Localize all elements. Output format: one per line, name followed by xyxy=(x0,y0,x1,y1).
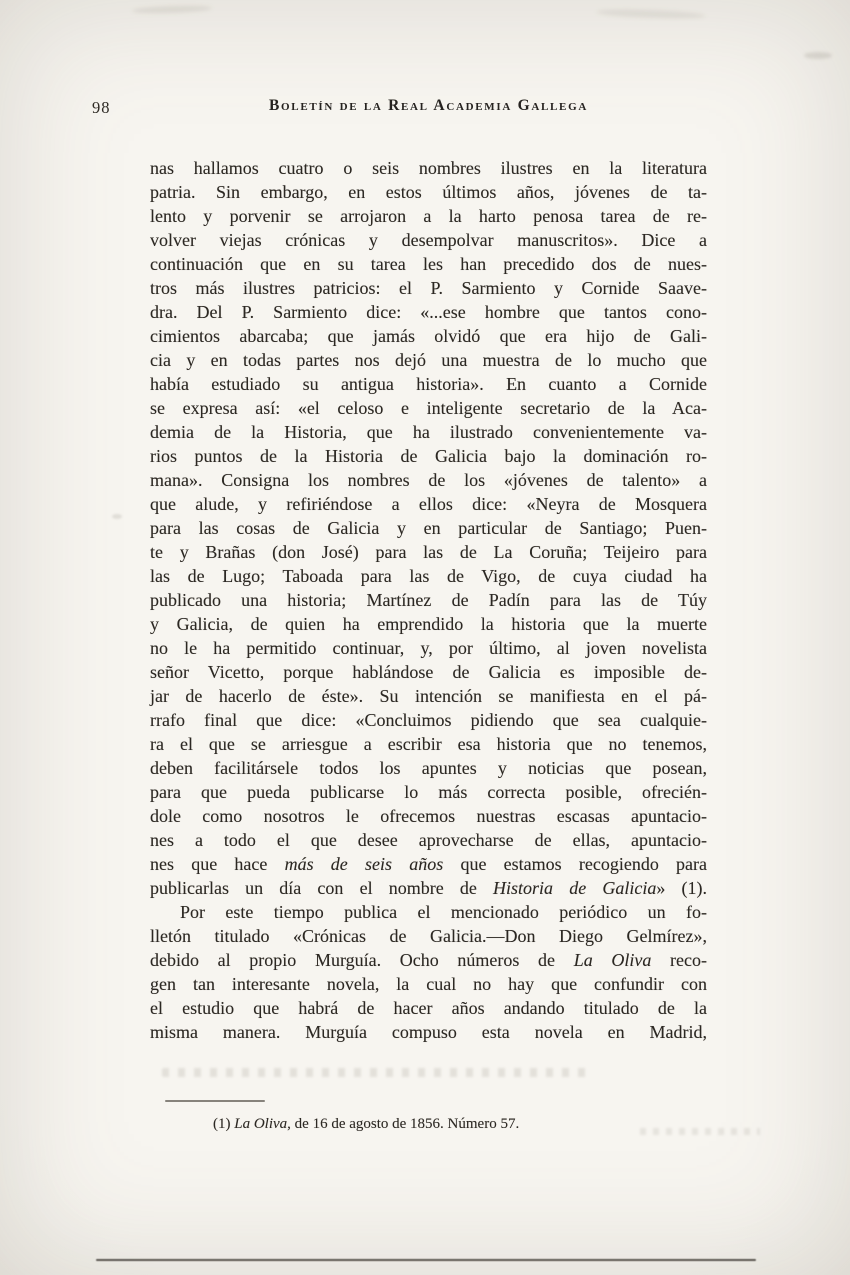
text-line: para que pueda publicarse lo más correcta posible, ofrecién- xyxy=(150,782,707,802)
text-line: nes que hace más de seis años que estamos recogiendo para xyxy=(150,854,707,874)
text-line: tros más ilustres patricios: el P. Sarmiento y Cornide Saave- xyxy=(150,278,707,298)
text-line: lento y porvenir se arrojaron a la harto penosa tarea de re- xyxy=(150,206,707,226)
text-line: señor Vicetto, porque hablándose de Galicia es imposible de- xyxy=(150,662,707,682)
text-line: las de Lugo; Taboada para las de Vigo, de cuya ciudad ha xyxy=(150,566,707,586)
running-header xyxy=(92,97,707,117)
text-line: gen tan interesante novela, la cual no hay que confundir con xyxy=(150,974,707,994)
text-line: dole como nosotros le ofrecemos nuestras escasas apuntacio- xyxy=(150,806,707,826)
text-line: Por este tiempo publica el mencionado periódico un fo- xyxy=(180,902,707,922)
scan-noise xyxy=(804,52,832,59)
footnote xyxy=(213,1114,519,1134)
text-line: lletón titulado «Crónicas de Galicia.—Don Diego Gelmírez», xyxy=(150,926,707,946)
text-line: había estudiado su antigua historia». En cuanto a Cornide xyxy=(150,374,707,394)
page-number: 98 xyxy=(92,98,111,117)
footnote-rule xyxy=(165,1100,265,1102)
text-line: volver viejas crónicas y desempolvar manuscritos». Dice a xyxy=(150,230,707,250)
text-line: misma manera. Murguía compuso esta novela en Madrid, xyxy=(150,1022,707,1042)
text-line: nas hallamos cuatro o seis nombres ilustres en la literatura xyxy=(150,158,707,178)
text-line: no le ha permitido continuar, y, por último, al joven novelista xyxy=(150,638,707,658)
paragraph-continuation xyxy=(150,156,707,900)
text-line: (1) La Oliva, de 16 de agosto de 1856. Número 57. xyxy=(213,1116,520,1132)
scan-edge-line xyxy=(96,1259,756,1261)
text-column xyxy=(150,156,707,1044)
text-line: dra. Del P. Sarmiento dice: «...ese hombre que tantos cono- xyxy=(150,302,707,322)
text-line: rrafo final que dice: «Concluimos pidiendo que sea cualquie- xyxy=(150,710,707,730)
text-line: nes a todo el que desee aprovecharse de ellas, apuntacio- xyxy=(150,830,707,850)
text-line: publicado una historia; Martínez de Padín para las de Túy xyxy=(150,590,707,610)
text-line: te y Brañas (don José) para las de La Coruña; Teijeiro para xyxy=(150,542,707,562)
text-line: y Galicia, de quien ha emprendido la historia que la muerte xyxy=(150,614,707,634)
text-line: publicarlas un día con el nombre de Historia de Galicia» (1). xyxy=(150,878,707,898)
bleed-through-noise xyxy=(162,1068,592,1077)
text-line: para las cosas de Galicia y en particular de Santiago; Puen- xyxy=(150,518,707,538)
text-line: patria. Sin embargo, en estos últimos años, jóvenes de ta- xyxy=(150,182,707,202)
text-line: continuación que en su tarea les han precedido dos de nues- xyxy=(150,254,707,274)
text-line: se expresa así: «el celoso e inteligente secretario de la Aca- xyxy=(150,398,707,418)
journal-title: Boletín de la Real Academia Gallega xyxy=(268,97,588,114)
text-line: demia de la Historia, que ha ilustrado convenientemente va- xyxy=(150,422,707,442)
text-line: cimientos abarcaba; que jamás olvidó que era hijo de Gali- xyxy=(150,326,707,346)
paragraph-2 xyxy=(150,900,707,1044)
scan-noise xyxy=(596,8,706,20)
bleed-through-noise xyxy=(640,1128,760,1135)
text-line: el estudio que habrá de hacer años andando titulado de la xyxy=(150,998,707,1018)
text-line: jar de hacerlo de éste». Su intención se manifiesta en el pá- xyxy=(150,686,707,706)
text-line: mana». Consigna los nombres de los «jóvenes de talento» a xyxy=(150,470,707,490)
text-line: debido al propio Murguía. Ocho números de La Oliva reco- xyxy=(150,950,707,970)
scan-noise xyxy=(132,5,212,15)
text-line: ra el que se arriesgue a escribir esa historia que no tenemos, xyxy=(150,734,707,754)
text-line: rios puntos de la Historia de Galicia bajo la dominación ro- xyxy=(150,446,707,466)
text-line: que alude, y refiriéndose a ellos dice: «Neyra de Mosquera xyxy=(150,494,707,514)
text-line: deben facilitársele todos los apuntes y noticias que posean, xyxy=(150,758,707,778)
scan-noise xyxy=(112,514,122,519)
text-line: cia y en todas partes nos dejó una muestra de lo mucho que xyxy=(150,350,707,370)
